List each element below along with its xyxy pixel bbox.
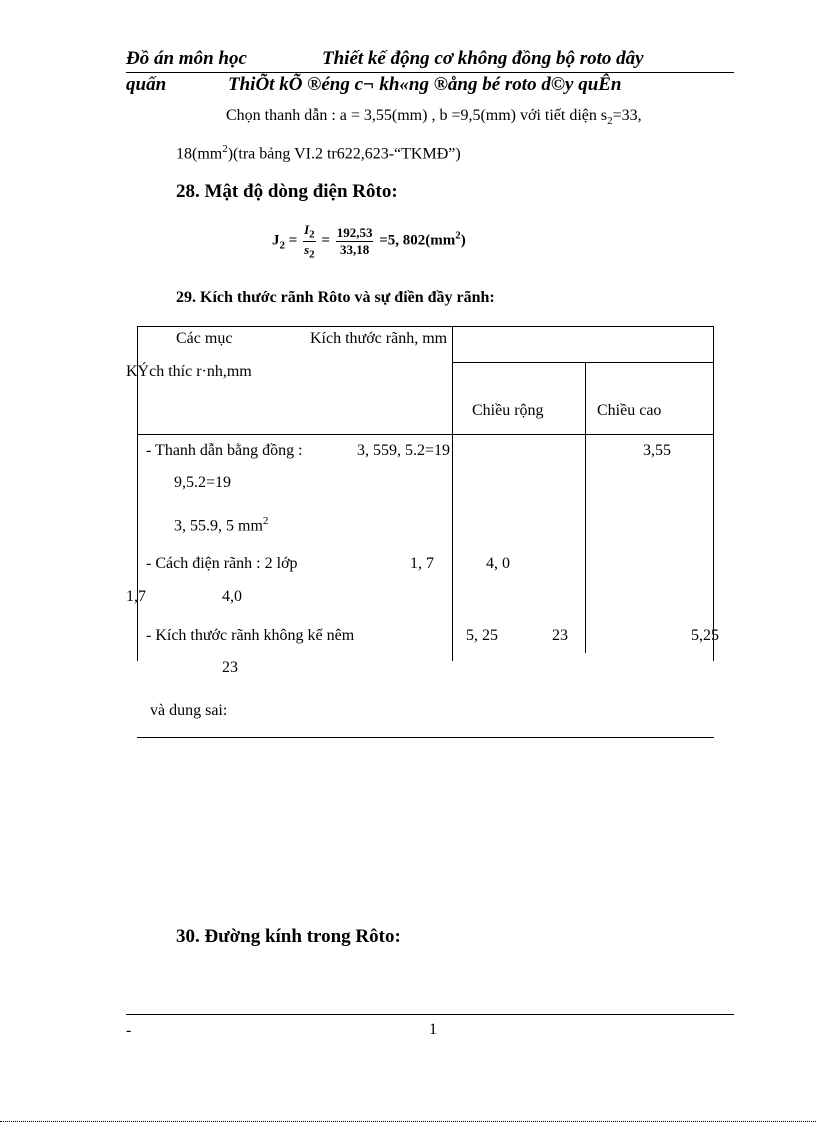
table-subcol-divider <box>585 362 586 653</box>
row-slot-size-label: - Kích thước rãnh không kể nêm <box>146 627 355 644</box>
header-project-title: Thiết kế động cơ không đồng bộ roto dây <box>322 48 644 69</box>
header-garbled-title: ThiÕt kÕ ®éng c¬ kh«ng ®ång bé roto d©y quÊn <box>228 74 622 95</box>
row-slot-size-value-2: 23 <box>552 627 568 644</box>
footer-rule <box>126 1014 734 1015</box>
row-copper-bar-label: - Thanh dẫn bằng đồng : <box>146 442 303 459</box>
row-insulation-line2-b: 4,0 <box>222 588 242 605</box>
row-insulation-value-2: 4, 0 <box>486 555 510 572</box>
table-subheader-border <box>452 362 714 363</box>
table-header-bottom-border <box>137 434 714 435</box>
row-copper-bar-inline: 3, 559, 5.2=19 <box>357 442 451 459</box>
col-header-items: Các mục <box>176 330 233 347</box>
row-slot-size-value-1: 5, 25 <box>466 627 498 644</box>
header-continuation: quấn <box>126 74 167 95</box>
col-header-width: Chiều rộng <box>472 402 544 419</box>
fraction-i-over-s: $\frac{I_2}{s_2}$ <box>304 222 315 261</box>
page-bottom-edge <box>0 1121 816 1122</box>
footer-dash: - <box>126 1022 132 1039</box>
col-header-height: Chiều cao <box>597 402 662 419</box>
row-copper-bar-line3: 3, 55.9, 5 $mm^2$ <box>174 515 269 535</box>
row-copper-bar-height: 3,55 <box>643 442 671 459</box>
section-30-title: 30. Đường kính trong Rôto: <box>176 926 401 947</box>
page-number: 1 <box>429 1021 437 1038</box>
intro-line-1: Chọn thanh dẫn : a = 3,55(mm) , b =9,5(mm) với tiết diện $s_2=33$, <box>226 107 642 128</box>
section-separator <box>137 737 714 738</box>
row-copper-bar-line2: 9,5.2=19 <box>174 474 232 491</box>
header-rule <box>126 72 734 73</box>
garbled-header-text: KÝch thíc r·nh,mm <box>126 363 252 380</box>
table-right-border <box>713 326 714 661</box>
row-slot-size-line2: 23 <box>222 659 238 676</box>
section-29-title: 29. Kích thước rãnh Rôto và sự điền đầy rãnh: <box>176 289 495 306</box>
current-density-formula: $J_2$ = $\frac{I_2}{s_2}$ = $\frac{192,53}{33,18}$ =5, $802(mm^2)$ <box>272 222 466 261</box>
table-col-divider <box>452 326 453 661</box>
row-insulation-line2-a: 1,7 <box>126 588 146 605</box>
tolerance-text: và dung sai: <box>150 702 228 719</box>
header-course-title: Đồ án môn học <box>126 48 247 69</box>
fraction-values: $\frac{192,53}{33,18}$ <box>336 224 373 257</box>
row-insulation-label: - Cách điện rãnh : 2 lớp <box>146 555 298 572</box>
intro-line-2: $18(mm^2)(tra$ bảng VI.2 tr622,623-“TKMĐ”) <box>176 143 461 163</box>
table-top-border <box>137 326 714 327</box>
col-header-dimensions: Kích thước rãnh, mm <box>310 330 448 347</box>
row-slot-size-value-3: 5,25 <box>691 627 719 644</box>
section-28-title: 28. Mật độ dòng điện Rôto: <box>176 181 398 202</box>
row-insulation-value-1: 1, 7 <box>410 555 434 572</box>
